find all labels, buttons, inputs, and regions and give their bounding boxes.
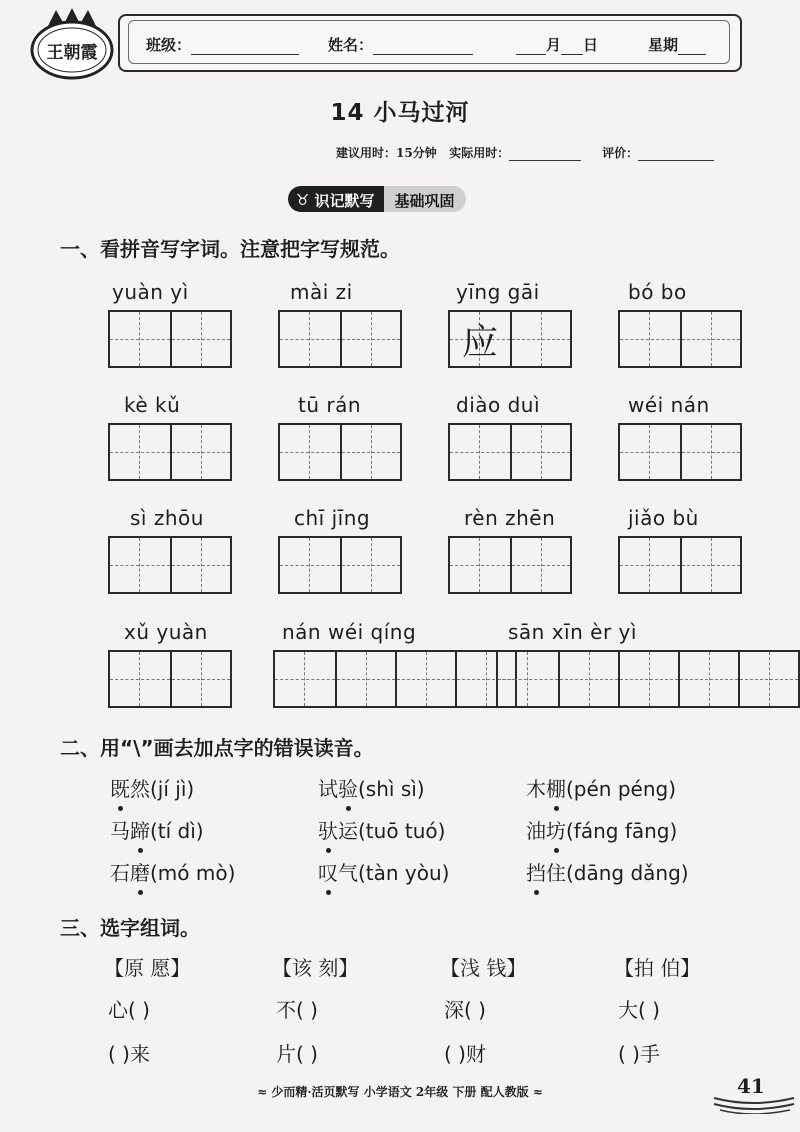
class-field[interactable]: 班级：	[146, 34, 299, 55]
grid-cell[interactable]	[280, 425, 340, 479]
cell-char	[620, 538, 680, 592]
grid-cell[interactable]	[558, 652, 618, 706]
cell-char	[740, 652, 800, 706]
pinyin-text: yuàn yì	[112, 280, 189, 304]
cell-char	[342, 538, 402, 592]
cell-char	[342, 425, 402, 479]
writing-grid[interactable]	[618, 536, 742, 594]
cell-char: 应	[461, 321, 498, 363]
grid-cell[interactable]	[510, 538, 570, 592]
pinyin-text: sān xīn èr yì	[508, 620, 637, 644]
cell-char	[280, 538, 340, 592]
grid-cell[interactable]	[280, 538, 340, 592]
publisher-logo	[28, 6, 116, 82]
grid-cell[interactable]	[170, 538, 230, 592]
writing-grid[interactable]	[273, 650, 517, 708]
pronunciation-item	[318, 857, 449, 886]
dotted-char: 既	[110, 773, 130, 802]
grid-cell[interactable]	[450, 312, 510, 366]
pinyin-text: kè kǔ	[124, 393, 181, 417]
grid-cell[interactable]	[618, 652, 678, 706]
actual-time-blank[interactable]	[509, 144, 581, 161]
pinyin-text: tū rán	[298, 393, 362, 417]
char-pair: 【拍 伯】	[614, 956, 701, 980]
grid-cell[interactable]	[450, 425, 510, 479]
grid-cell[interactable]	[340, 425, 400, 479]
dotted-char: 磨	[130, 857, 150, 886]
pinyin-options[interactable]: (shì sì)	[358, 777, 425, 801]
pronunciation-item	[526, 857, 689, 886]
cell-char	[280, 425, 340, 479]
grid-cell[interactable]	[340, 538, 400, 592]
writing-grid[interactable]	[108, 536, 232, 594]
writing-grid[interactable]	[278, 423, 402, 481]
cell-char	[275, 652, 335, 706]
char-pair: 【浅 钱】	[440, 956, 527, 980]
writing-grid[interactable]	[278, 536, 402, 594]
grid-cell[interactable]	[620, 312, 680, 366]
char-pair: 【该 刻】	[272, 956, 359, 980]
dotted-char: 验	[338, 773, 358, 802]
pronunciation-item: 马蹄(tí dì)	[110, 815, 204, 844]
word-blank[interactable]: 心( )	[108, 998, 150, 1022]
cell-char	[512, 312, 572, 366]
dotted-char: 棚	[546, 773, 566, 802]
cell-char	[560, 652, 620, 706]
cell-char	[682, 425, 742, 479]
grid-cell[interactable]	[170, 652, 230, 706]
grid-cell[interactable]	[110, 312, 170, 366]
weekday-field[interactable]: 星期	[648, 34, 706, 55]
dotted-char: 挡	[526, 857, 546, 886]
grid-cell[interactable]	[335, 652, 395, 706]
cell-char	[172, 312, 232, 366]
pinyin-text: chī jīng	[294, 506, 371, 530]
grid-cell[interactable]	[450, 538, 510, 592]
grid-cell[interactable]	[170, 312, 230, 366]
writing-grid[interactable]	[448, 423, 572, 481]
grid-cell[interactable]	[620, 425, 680, 479]
name-field[interactable]: 姓名：	[328, 34, 473, 55]
word-blank[interactable]: 不( )	[276, 998, 318, 1022]
cell-char	[682, 538, 742, 592]
pronunciation-item: 石磨(mó mò)	[110, 857, 235, 886]
writing-grid[interactable]	[448, 310, 572, 368]
writing-grid[interactable]	[278, 310, 402, 368]
cell-char	[620, 425, 680, 479]
word-blank[interactable]: ( )财	[444, 1042, 486, 1066]
cell-char	[450, 425, 510, 479]
grid-cell[interactable]	[395, 652, 455, 706]
pronunciation-item: 木棚(pén péng)	[526, 773, 676, 802]
grid-cell[interactable]	[678, 652, 738, 706]
cell-char	[397, 652, 457, 706]
pinyin-options[interactable]: 然(jí jì)	[130, 777, 195, 801]
pinyin-text: diào duì	[456, 393, 541, 417]
swoosh-decoration	[712, 1094, 796, 1114]
cell-char	[342, 312, 402, 366]
section2-heading: 二、用“\”画去加点字的错误读音。	[60, 736, 374, 760]
grid-cell[interactable]	[680, 538, 740, 592]
cell-char	[110, 425, 170, 479]
cell-char	[110, 652, 170, 706]
footer-text: ≈ 少而精·活页默写 小学语文 2年级 下册 配人教版 ≈	[257, 1085, 543, 1099]
grid-cell[interactable]	[498, 652, 558, 706]
cell-char	[498, 652, 558, 706]
dotted-char: 坊	[546, 815, 566, 844]
pinyin-options[interactable]: 气(tàn yòu)	[338, 861, 450, 885]
word-blank[interactable]: 大( )	[618, 998, 660, 1022]
cell-char	[110, 312, 170, 366]
pinyin-options[interactable]: (mó mò)	[150, 861, 236, 885]
section3-heading: 三、选字组词。	[60, 916, 200, 940]
writing-grid[interactable]	[108, 310, 232, 368]
pinyin-text: yīng gāi	[456, 280, 540, 304]
grid-cell[interactable]	[510, 312, 570, 366]
section1-heading: 一、看拼音写字词。注意把字写规范。	[60, 237, 400, 261]
grid-cell[interactable]	[738, 652, 798, 706]
pinyin-text: nán wéi qíng	[282, 620, 417, 644]
rating-blank[interactable]	[638, 144, 714, 161]
dotted-char: 蹄	[130, 815, 150, 844]
cell-char	[450, 538, 510, 592]
pinyin-options[interactable]: (pén péng)	[566, 777, 677, 801]
cell-char	[620, 312, 680, 366]
pronunciation-item: 试验(shì sì)	[318, 773, 425, 802]
grid-cell[interactable]	[110, 538, 170, 592]
cell-char	[512, 538, 572, 592]
pinyin-text: rèn zhēn	[464, 506, 556, 530]
grid-cell[interactable]	[280, 312, 340, 366]
dotted-char: 驮	[318, 815, 338, 844]
pinyin-text: xǔ yuàn	[124, 620, 208, 644]
word-blank[interactable]: 片( )	[276, 1042, 318, 1066]
char-pair: 【原 愿】	[104, 956, 191, 980]
student-info-bar	[118, 14, 742, 72]
medal-icon: ♉	[296, 191, 310, 209]
cell-char	[337, 652, 397, 706]
timing-line: 建议用时：15分钟 实际用时： 评价：	[336, 144, 714, 161]
dotted-char: 叹	[318, 857, 338, 886]
writing-grid[interactable]	[618, 423, 742, 481]
cell-char	[680, 652, 740, 706]
grid-cell[interactable]	[620, 538, 680, 592]
pronunciation-item	[110, 773, 194, 802]
section-badge: ♉ 识记默写 基础巩固	[288, 186, 466, 212]
grid-cell[interactable]	[680, 425, 740, 479]
pinyin-options[interactable]: (tí dì)	[150, 819, 204, 843]
pinyin-options[interactable]: 运(tuō tuó)	[338, 819, 446, 843]
cell-char	[172, 652, 232, 706]
pronunciation-item	[318, 815, 445, 844]
grid-cell[interactable]	[680, 312, 740, 366]
pinyin-text: wéi nán	[628, 393, 710, 417]
cell-char	[620, 652, 680, 706]
word-blank[interactable]: ( )手	[618, 1042, 660, 1066]
grid-cell[interactable]	[275, 652, 335, 706]
writing-grid[interactable]	[108, 650, 232, 708]
logo-text: 王朝霞	[46, 43, 98, 63]
writing-grid[interactable]	[448, 536, 572, 594]
pinyin-text: bó bo	[628, 280, 687, 304]
word-blank[interactable]: 深( )	[444, 998, 486, 1022]
grid-cell[interactable]	[110, 425, 170, 479]
cell-char	[110, 538, 170, 592]
word-blank[interactable]: ( )来	[108, 1042, 150, 1066]
cell-char	[682, 312, 742, 366]
grid-cell[interactable]	[170, 425, 230, 479]
cell-char	[280, 312, 340, 366]
writing-grid[interactable]	[618, 310, 742, 368]
page-title: 14 小马过河	[330, 100, 470, 126]
pinyin-options[interactable]: (fáng fāng)	[566, 819, 678, 843]
writing-grid[interactable]	[496, 650, 800, 708]
grid-cell[interactable]	[110, 652, 170, 706]
pronunciation-item: 油坊(fáng fāng)	[526, 815, 677, 844]
pinyin-text: sì zhōu	[130, 506, 204, 530]
cell-char	[512, 425, 572, 479]
grid-cell[interactable]	[510, 425, 570, 479]
cell-char	[172, 538, 232, 592]
pinyin-options[interactable]: 住(dāng dǎng)	[546, 861, 689, 885]
writing-grid[interactable]	[108, 423, 232, 481]
date-field[interactable]: 月 日	[516, 34, 598, 55]
pinyin-text: mài zi	[290, 280, 353, 304]
pinyin-text: jiǎo bù	[628, 506, 699, 530]
cell-char	[172, 425, 232, 479]
grid-cell[interactable]	[340, 312, 400, 366]
page-number: 41	[737, 1074, 765, 1098]
